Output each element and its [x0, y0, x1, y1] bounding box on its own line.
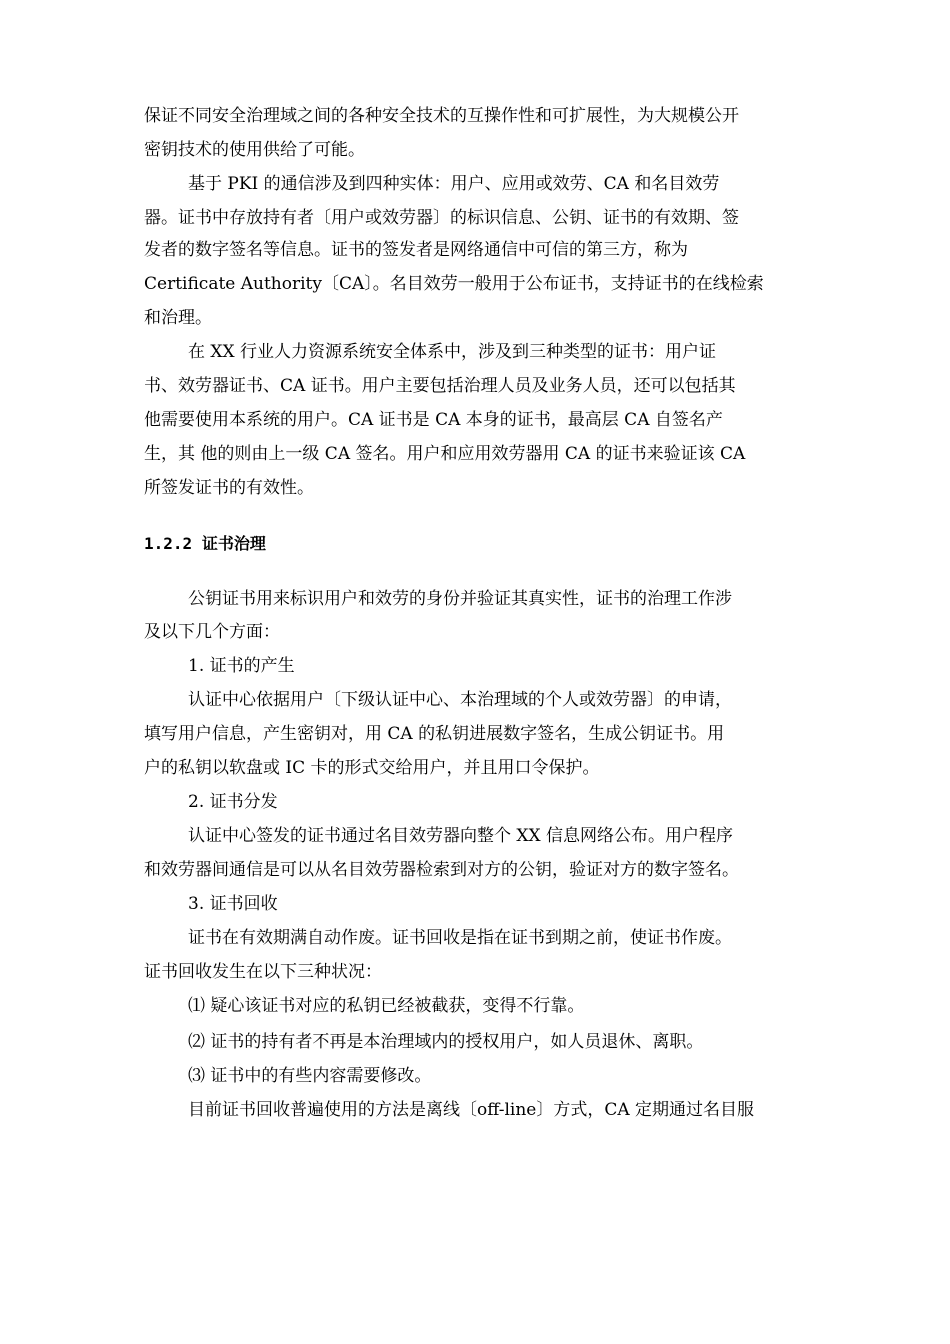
paragraph-line: 认证中心签发的证书通过名目效劳器向整个 XX 信息网络公布。用户程序 — [188, 826, 734, 846]
paragraph-line: 及以下几个方面： — [144, 622, 280, 642]
section-heading — [144, 532, 266, 556]
paragraph-line: 生，其 他的则由上一级 CA 签名。用户和应用效劳器用 CA 的证书来验证该 CA — [144, 444, 746, 464]
paragraph-line: 在 XX 行业人力资源系统安全体系中，涉及到三种类型的证书：用户证 — [188, 342, 717, 362]
paragraph-line: 基于 PKI 的通信涉及到四种实体：用户、应用或效劳、CA 和名目效劳 — [188, 174, 720, 194]
paragraph-line: 目前证书回收普遍使用的方法是离线〔off-line〕方式，CA 定期通过名目服 — [188, 1100, 755, 1120]
paragraph-line: 保证不同安全治理域之间的各种安全技术的互操作性和可扩展性，为大规模公开 — [144, 106, 739, 126]
list-item: 2. 证书分发 — [188, 792, 278, 812]
paragraph-line: 器。证书中存放持有者〔用户或效劳器〕的标识信息、公钥、证书的有效期、签 — [144, 208, 739, 228]
paragraph-line: Certificate Authority〔CA〕。名目效劳一般用于公布证书，支持证书的在线检索 — [144, 274, 764, 294]
sub-list-item: ⑵ 证书的持有者不再是本治理域内的授权用户，如人员退休、离职。 — [188, 1032, 704, 1052]
list-item: 1. 证书的产生 — [188, 656, 295, 676]
paragraph-line: 证书在有效期满自动作废。证书回收是指在证书到期之前，使证书作废。 — [188, 928, 732, 948]
list-item: 3. 证书回收 — [188, 894, 278, 914]
sub-list-item: ⑴ 疑心该证书对应的私钥已经被截获，变得不行靠。 — [188, 996, 585, 1016]
paragraph-line: 填写用户信息，产生密钥对，用 CA 的私钥进展数字签名，生成公钥证书。用 — [144, 724, 725, 744]
paragraph-line: 公钥证书用来标识用户和效劳的身份并验证其真实性，证书的治理工作涉 — [188, 589, 732, 609]
sub-list-item: ⑶ 证书中的有些内容需要修改。 — [188, 1066, 432, 1086]
paragraph-line: 和效劳器间通信是可以从名目效劳器检索到对方的公钥，验证对方的数字签名。 — [144, 860, 739, 880]
section-title: 证书治理 — [201, 534, 266, 553]
paragraph-line: 书、效劳器证书、CA 证书。用户主要包括治理人员及业务人员，还可以包括其 — [144, 376, 736, 396]
paragraph-line: 发者的数字签名等信息。证书的签发者是网络通信中可信的第三方，称为 — [144, 240, 688, 260]
paragraph-line: 认证中心依据用户〔下级认证中心、本治理域的个人或效劳器〕的申请， — [188, 690, 732, 710]
paragraph-line: 他需要使用本系统的用户。CA 证书是 CA 本身的证书，最高层 CA 自签名产 — [144, 410, 723, 430]
section-number: 1.2.2 — [144, 534, 193, 553]
paragraph-line: 和治理。 — [144, 308, 212, 328]
paragraph-line: 户的私钥以软盘或 IC 卡的形式交给用户，并且用口令保护。 — [144, 758, 600, 778]
paragraph-line: 证书回收发生在以下三种状况： — [144, 962, 382, 982]
paragraph-line: 所签发证书的有效性。 — [144, 478, 314, 498]
paragraph-line: 密钥技术的使用供给了可能。 — [144, 140, 365, 160]
